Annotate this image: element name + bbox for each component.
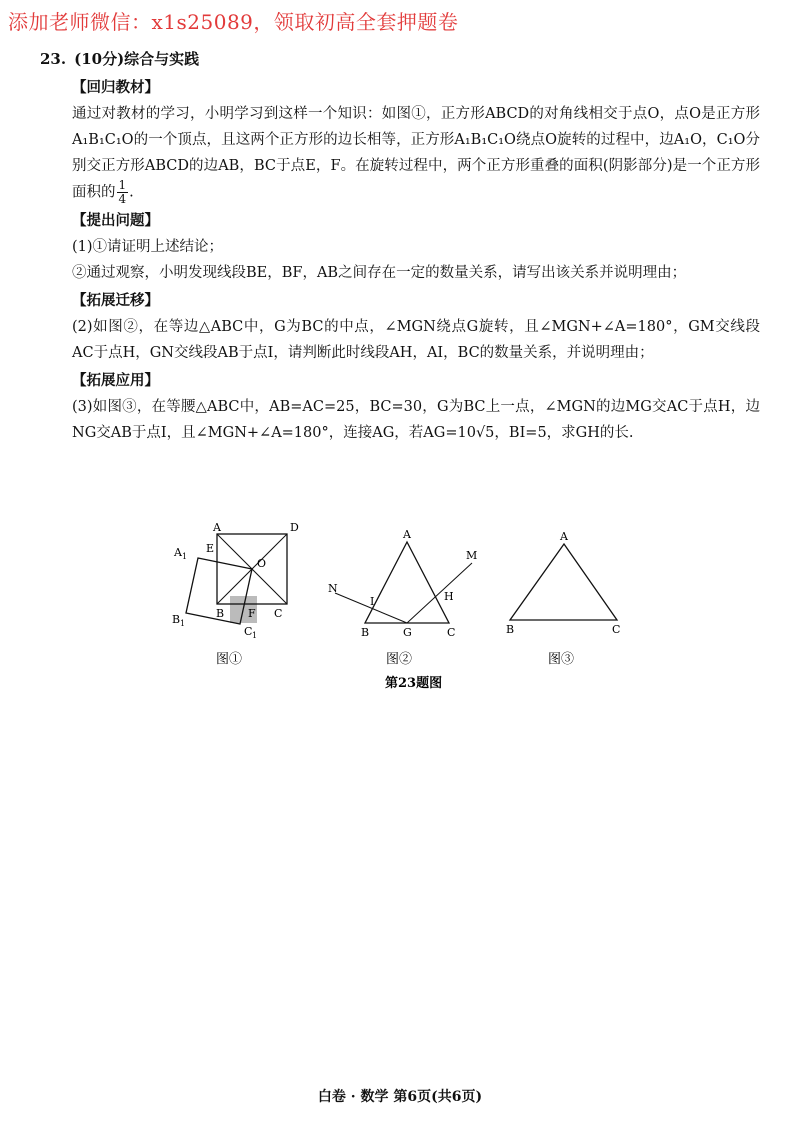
fig1-label-c1: C [244, 625, 253, 638]
fig1-label-e: E [206, 542, 215, 555]
section-review: 【回归教材】 [72, 79, 159, 96]
question-title: (10分)综合与实践 [74, 50, 200, 68]
watermark-text: 添加老师微信：x1s25089，领取初高全套押题卷 [8, 10, 459, 34]
fraction-one-quarter [117, 179, 129, 206]
fig2-caption: 图② [386, 652, 413, 667]
section-extend: 【拓展迁移】 [72, 292, 159, 309]
figures-area [160, 520, 640, 720]
fig1-label-f: F [248, 607, 256, 620]
figure-3 [506, 530, 620, 667]
fig2-label-a: A [403, 528, 411, 541]
section-question: 【提出问题】 [72, 212, 159, 229]
question-body [40, 75, 760, 446]
fig1-label-a1: A [174, 546, 182, 559]
fig1-label-a: A [213, 521, 221, 534]
fig3-label-a: A [560, 530, 568, 543]
question-23 [40, 48, 760, 446]
fig3-label-b: B [506, 623, 515, 636]
fig1-label-c1-sub: 1 [252, 631, 258, 640]
fraction-denominator: 4 [118, 192, 127, 206]
figures-svg [160, 520, 640, 720]
fig1-caption: 图① [216, 652, 243, 667]
fig3-label-c: C [612, 623, 621, 636]
part-3: (3)如图③，在等腰△ABC中，AB=AC=25，BC=30，G为BC上一点，∠MGN的边MG交AC于点H，边NG交AB于点I，且∠MGN+∠A=180°，连接AG，若AG=10√5，BI=5，求GH的长. [72, 399, 760, 441]
part-1b: ②通过观察，小明发现线段BE，BF，AB之间存在一定的数量关系，请写出该关系并说明理由； [72, 265, 687, 281]
fig2-label-h: H [444, 590, 454, 603]
fig1-label-b1-sub: 1 [180, 619, 186, 628]
page-footer: 白卷 · 数学 第6页(共6页) [317, 1089, 483, 1105]
fig2-ray-gm [407, 563, 472, 623]
fig3-caption: 图③ [548, 652, 575, 667]
figure-2 [328, 528, 477, 691]
figures-title: 第23题图 [385, 676, 443, 691]
review-end: . [129, 184, 134, 201]
part-2: (2)如图②，在等边△ABC中，G为BC的中点，∠MGN绕点G旋转，且∠MGN+∠A=180°，GM交线段AC于点H，GN交线段AB于点I，请判断此时线段AH，AI，BC的数量关系，并说明理由； [72, 319, 760, 361]
fig1-label-a1-sub: 1 [182, 552, 188, 561]
question-number: 23. [40, 50, 67, 68]
fig2-label-c: C [447, 626, 456, 639]
fig2-label-i: I [370, 595, 375, 608]
fig1-label-c: C [274, 607, 283, 620]
figure-1 [172, 521, 299, 667]
fig2-label-m: M [466, 549, 478, 562]
fig2-label-b: B [361, 626, 370, 639]
fig1-label-o: O [257, 557, 267, 570]
question-header [40, 48, 760, 69]
review-text: 通过对教材的学习，小明学习到这样一个知识：如图①，正方形ABCD的对角线相交于点O，点O是正方形A₁B₁C₁O的一个顶点，且这两个正方形的边长相等，正方形A₁B₁C₁O绕点O旋转的过程中，边A₁O，C₁O分别交正方形ABCD的边AB，BC于点E，F。在旋转过程中，两个正方形重叠的面积(阴影部分)是一个正方形面积的 [72, 106, 760, 201]
fig2-label-n: N [328, 582, 338, 595]
part-1a: (1)①请证明上述结论； [72, 239, 224, 255]
fig1-label-b1: B [172, 613, 181, 626]
review-paragraph [72, 101, 760, 206]
fig1-label-d: D [290, 521, 299, 534]
fig3-triangle-abc [510, 544, 617, 620]
fraction-numerator: 1 [118, 178, 127, 192]
fig2-label-g: G [403, 626, 412, 639]
section-apply: 【拓展应用】 [72, 372, 159, 389]
fig1-label-b: B [216, 607, 225, 620]
